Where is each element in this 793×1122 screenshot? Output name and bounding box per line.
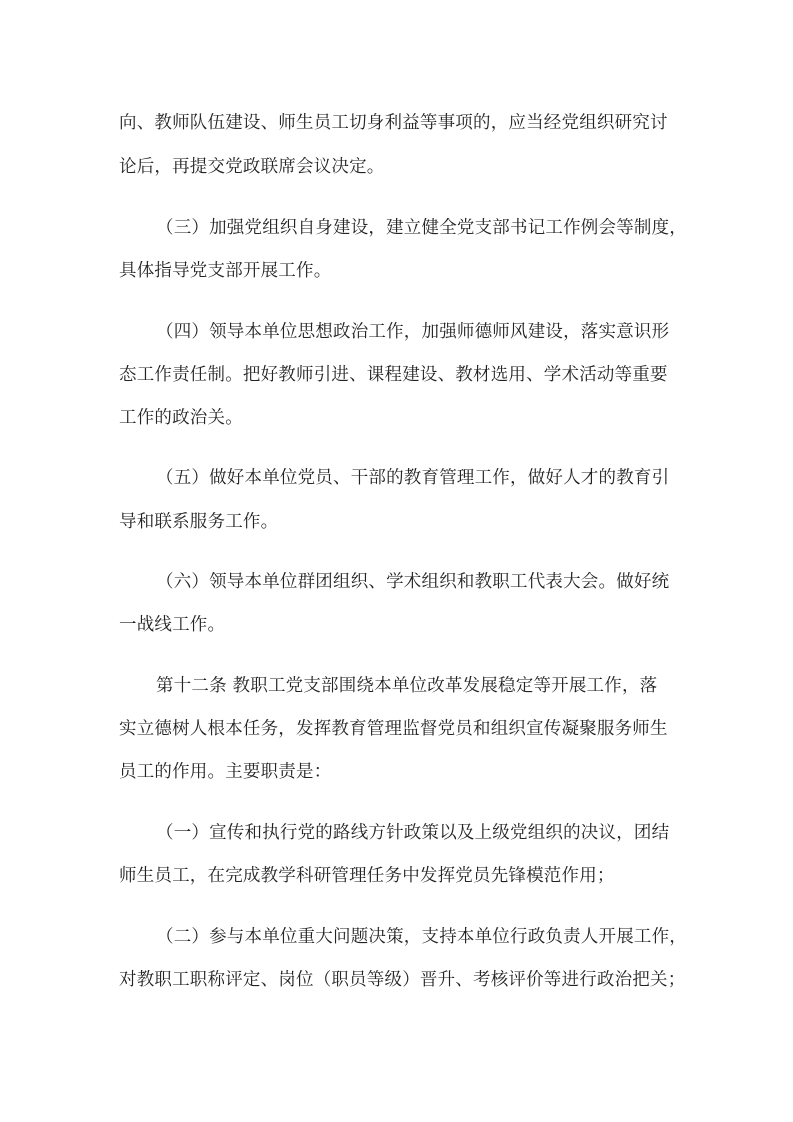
article-heading-line: 第十二条 教职工党支部围绕本单位改革发展稳定等开展工作，落 — [156, 676, 658, 696]
paragraph-line: 一战线工作。 — [119, 615, 226, 635]
paragraph-line: （二）参与本单位重大问题决策，支持本单位行政负责人开展工作， — [156, 927, 687, 947]
paragraph-line: 向、教师队伍建设、师生员工切身利益等事项的，应当经党组织研究讨 — [119, 113, 668, 133]
paragraph-line: （三）加强党组织自身建设，建立健全党支部书记工作例会等制度， — [156, 218, 687, 238]
paragraph-line: 师生员工，在完成教学科研管理任务中发挥党员先锋模范作用； — [119, 866, 615, 886]
paragraph-line: 实立德树人根本任务，发挥教育管理监督党员和组织宣传凝聚服务师生 — [119, 719, 668, 739]
paragraph-line: 员工的作用。主要职责是： — [119, 762, 332, 782]
paragraph-line: （四）领导本单位思想政治工作，加强师德师风建设，落实意识形 — [156, 322, 670, 342]
paragraph-line: （六）领导本单位群团组织、学术组织和教职工代表大会。做好统 — [156, 572, 670, 592]
paragraph-line: （一）宣传和执行党的路线方针政策以及上级党组织的决议，团结 — [156, 823, 670, 843]
paragraph-line: 论后，再提交党政联席会议决定。 — [119, 157, 385, 177]
paragraph-line: 具体指导党支部开展工作。 — [119, 261, 332, 281]
paragraph-line: 导和联系服务工作。 — [119, 512, 279, 532]
paragraph-line: 对教职工职称评定、岗位（职员等级）晋升、考核评价等进行政治把关； — [119, 970, 686, 990]
paragraph-line: 工作的政治关。 — [119, 408, 243, 428]
paragraph-line: 态工作责任制。把好教师引进、课程建设、教材选用、学术活动等重要 — [119, 365, 668, 385]
paragraph-line: （五）做好本单位党员、干部的教育管理工作，做好人才的教育引 — [156, 468, 670, 488]
